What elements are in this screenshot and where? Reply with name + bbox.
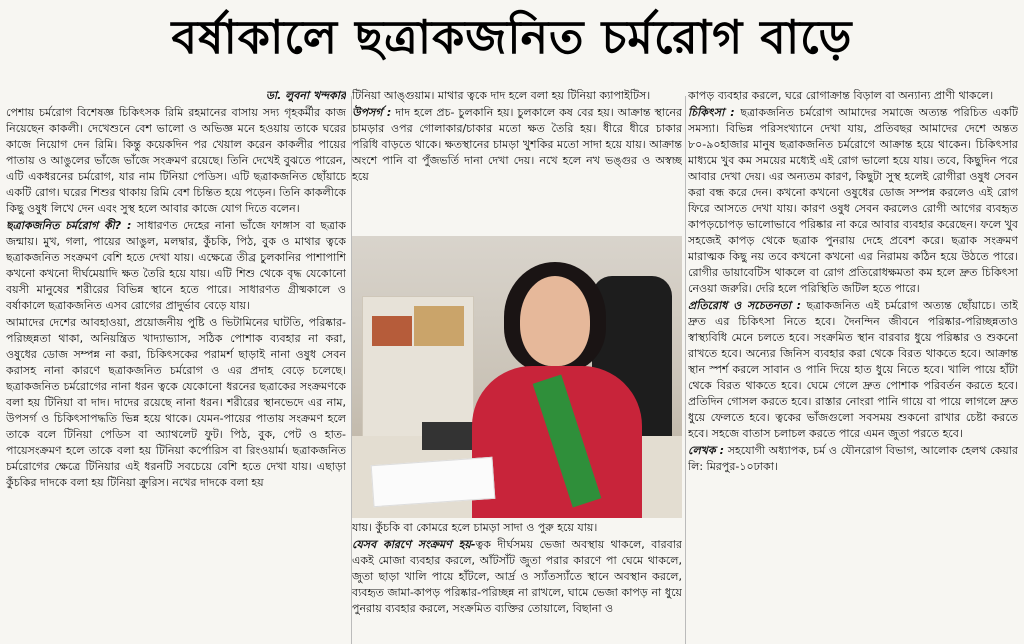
subheading: যেসব কারণে সংক্রমণ হয়-: [352, 538, 476, 551]
subheading: লেখক :: [688, 444, 725, 457]
paragraph: পেশায় চর্মরোগ বিশেষজ্ঞ চিকিৎসক রিমি রহমানের বাসায় সদ্য গৃহকর্মীর কাজ নিয়েছেন কাকলী। দেখেশুনে বেশ ভালো ও অভিজ্ঞ মনে হওয়ায় তাকে ঘরের কাজে নিয়োগ দেন রিমি। কিন্তু কয়েকদিন পর খেয়াল করেন কাকলীর পায়ের পাতায় ও আঙুলের ভাঁজে ভাঁজে সংক্রমণ রয়েছে। তিনি দেখেই বুঝতে পারেন, এটি একধরনের চর্মরোগ, যার নাম টিনিয়া পেডিস। এটি ছত্রাকজনিত ছোঁয়াচে একটি রোগ। ঘরের শিশুর থাকায় রিমি বেশ চিন্তিত হয়ে পড়েন। তিনি কাকলীকে কিছু ওষুধ লিখে দেন এবং সুস্থ হলে আবার কাজে যোগ দিতে বলেন।: [6, 106, 346, 215]
photo-box: [414, 306, 464, 346]
paragraph: [352, 105, 682, 185]
subheading: প্রতিরোধ ও সচেতনতা :: [688, 299, 802, 312]
author-photo: [352, 236, 682, 518]
article-column-2-bottom: [352, 520, 682, 644]
paragraph: যায়। কুঁচকি বা কোমরে হলে চামড়া সাদা ও পুরু হয়ে যায়।: [352, 521, 598, 534]
paragraph-text: ত্বক দীর্ঘসময় ভেজা অবস্থায় থাকলে, বারবার একই মোজা ব্যবহার করলে, আঁটসাঁট জুতা পরার কারণে পা ঘেমে থাকলে, জুতা ছাড়া খালি পায়ে হাঁটলে, আর্দ্র ও স্যাঁতস্যাঁতে স্থানে অবস্থান করলে, ব্যবহৃত জামা-কাপড় পরিষ্কার-পরিচ্ছন্ন না রাখলে, ঘামে ভেজা কাপড় না ধুয়ে পুনরায় ব্যবহার করলে, সংক্রমিত ব্যক্তির তোয়ালে, বিছানা ও: [352, 538, 682, 615]
headline: বর্ষাকালে ছত্রাকজনিত চর্মরোগ বাড়ে: [171, 10, 853, 64]
article-column-1: [6, 88, 346, 638]
photo-box: [372, 316, 412, 346]
subheading: উপসর্গ :: [352, 106, 392, 119]
article-column-2-top: [352, 88, 682, 238]
subheading: ছত্রাকজনিত চর্মরোগ কী? :: [6, 219, 132, 232]
paragraph: [352, 537, 682, 617]
paragraph: [688, 105, 1018, 297]
column-divider: [685, 96, 686, 644]
paragraph-text: দাদ হলে প্রচ- চুলকানি হয়। চুলকালে কষ বের হয়। আক্রান্ত স্থানের চামড়ার ওপর গোলাকার/চাকার মতো ক্ষত তৈরি হয়। ধীরে ধীরে চাকার পরিধি বাড়তে থাকে। ক্ষতস্থানের চামড়া খুশকির মতো সাদা হয়ে যায়। আক্রান্ত অংশে পানি বা পুঁজভর্তি দানা দেখা দেয়। নখে হলে নখ ভঙ্গুর ও অস্বচ্ছ হয়ে: [352, 106, 682, 183]
subheading: চিকিৎসা :: [688, 106, 735, 119]
photo-face: [520, 276, 590, 366]
paragraph: আমাদের দেশের আবহাওয়া, প্রয়োজনীয় পুষ্টি ও ভিটামিনের ঘাটতি, পরিষ্কার-পরিচ্ছন্নতা থাকা, অনিয়ন্ত্রিত খাদ্যাভ্যাস, সঠিক পোশাক ব্যবহার না করা, ওষুধের ডোজ সম্পন্ন না করা, চিকিৎসকের পরামর্শ ছাড়াই নানা ওষুধ সেবন করাসহ নানা কারণে ছত্রাকজনিত চর্মরোগ ও এর প্রদাহ বেড়ে চলেছে। ছত্রাকজনিত চর্মরোগের নানা ধরন ত্বকে যেকোনো ধরনের ছত্রাকের সংক্রমণকে বলা হয় টিনিয়া বা দাদ। দাদের রয়েছে নানা ধরন। শরীরের স্থানভেদে এর নাম, উপসর্গ ও চিকিৎসাপদ্ধতি ভিন্ন হয়ে থাকে। যেমন-পায়ের পাতায় সংক্রমণ হলে তাকে বলে টিনিয়া পেডিস বা অ্যাথলেট ফুট। পিঠ, বুক, পেট ও হাত-পায়েসংক্রমণ হলে তাকে বলা হয় টিনিয়া কর্পোরিস বা রিংওয়ার্ম। ছত্রাকজনিত চর্মরোগের ক্ষেত্রে টিনিয়ার এই ধরনটি সবচেয়ে বেশি হতে দেখা যায়। এছাড়া কুঁচকির দাদকে বলা হয় টিনিয়া ক্রুরিস। নখের দাদকে বলা হয়: [6, 316, 346, 489]
paragraph: কাপড় ব্যবহার করলে, ঘরে রোগাক্রান্ত বিড়াল বা অন্যান্য প্রাণী থাকলে।: [688, 89, 994, 102]
byline: ডা. লুবনা খন্দকার: [265, 89, 346, 102]
paragraph-text: সহযোগী অধ্যাপক, চর্ম ও যৌনরোগ বিভাগ, আলোক হেলথ কেয়ার লি: মিরপুর-১০ঢাকা।: [688, 444, 1018, 473]
article-column-3: [688, 88, 1018, 638]
paragraph: [6, 218, 346, 314]
paragraph: [688, 443, 1018, 475]
paragraph-text: ছত্রাকজনিত চর্মরোগ আমাদের সমাজে অত্যন্ত পরিচিত একটি সমস্যা। বিভিন্ন পরিসংখ্যানে দেখা যায়, প্রতিবছর আমাদের দেশে অন্তত ৮০-৯০হাজার মানুষ ছত্রাকজনিত চর্মরোগে আক্রান্ত হয়ে থাকেন। চিকিৎসার মাধ্যমে খুব কম সময়ের মধ্যেই এই রোগ ভালো হয়ে যায়। তবে, কিছুদিন পরে আবার দেখা দেয়। এর অন্যতম কারণ, কিছুটা সুস্থ হলেই রোগীরা ওষুধ সেবন করা বন্ধ করে দেন। কখনো কখনো ওষুধের ডোজ সম্পন্ন করলেও এই রোগ ফিরে আসতে দেখা যায়। কারণ ওষুধ সেবন করলেও রোগী আগের ব্যবহৃত কাপড়চোপড় ভালোভাবে পরিষ্কার না করে আবার ব্যবহার করেছেন। ফলে খুব সহজেই কাপড় থেকে ছত্রাক পুনরায় দেহে প্রবেশ করে। ছত্রাক সংক্রমণ মারাত্মক কিছু নয় তবে কখনো কখনো এর নিরাময় কঠিন হয়ে উঠতে পারে। রোগীর ডায়াবেটিস থাকলে বা রোগ প্রতিরোধক্ষমতা কম হলে দ্রুত চিকিৎসা নেওয়া জরুরি। দেরি হলে পরিস্থিতি জটিল হতে পারে।: [688, 106, 1018, 295]
paragraph-text: ছত্রাকজনিত এই চর্মরোগ অত্যন্ত ছোঁয়াচে। তাই দ্রুত এর চিকিৎসা নিতে হবে। দৈনন্দিন জীবনে পরিষ্কার-পরিচ্ছন্নতাও স্বাস্থ্যবিধি মেনে চলতে হবে। সংক্রমিত স্থান বারবার ধুয়ে পরিষ্কার ও শুকনো রাখতে হবে। অন্যের জিনিস ব্যবহার করা থেকে বিরত থাকতে হবে। আক্রান্ত স্থান স্পর্শ করলে সাবান ও পানি দিয়ে হাত ধুয়ে নিতে হবে। খালি পায়ে হাঁটা থেকে বিরত থাকতে হবে। ঘেমে গেলে দ্রুত পোশাক পরিবর্তন করতে হবে। প্রতিদিন গোসল করতে হবে। রাস্তার নোংরা পানি গায়ে বা পায়ে লাগলে দ্রুত ধুয়ে ফেলতে হবে। ত্বকের ভাঁজগুলো সবসময় শুকনো রাখার চেষ্টা করতে হবে। সহজে বাতাস চলাচল করতে পারে এমন জুতা পরতে হবে।: [688, 299, 1018, 440]
photo-paper: [371, 457, 496, 507]
paragraph: টিনিয়া আঙ্গুয়াম। মাথার ত্বকে দাদ হলে বলা হয় টিনিয়া ক্যাপাইটিস।: [352, 89, 651, 102]
paragraph: [688, 298, 1018, 442]
paragraph-text: সাধারণত দেহের নানা ভাঁজে ফাঙ্গাস বা ছত্রাক জন্মায়। মুখ, গলা, পায়ের আঙুল, মলদ্বার, কুঁচকি, পিঠ, বুক ও মাথার ত্বকে ছত্রাকজনিত সংক্রমণ বেশি হতে দেখা যায়। এক্ষেত্রে তীব্র চুলকানির পাশাপাশি কখনো কখনো দীর্ঘমেয়াদি ক্ষত তৈরি হয়ে যায়। এটি শিশু থেকে বৃদ্ধ যেকোনো বয়সী মানুষের শরীরের বিভিন্ন স্থানে হতে পারে। সাধারণত গ্রীষ্মকালে ও বর্ষাকালে ছত্রাকজনিত এসব রোগের প্রাদুর্ভাব বেড়ে যায়।: [6, 219, 346, 312]
